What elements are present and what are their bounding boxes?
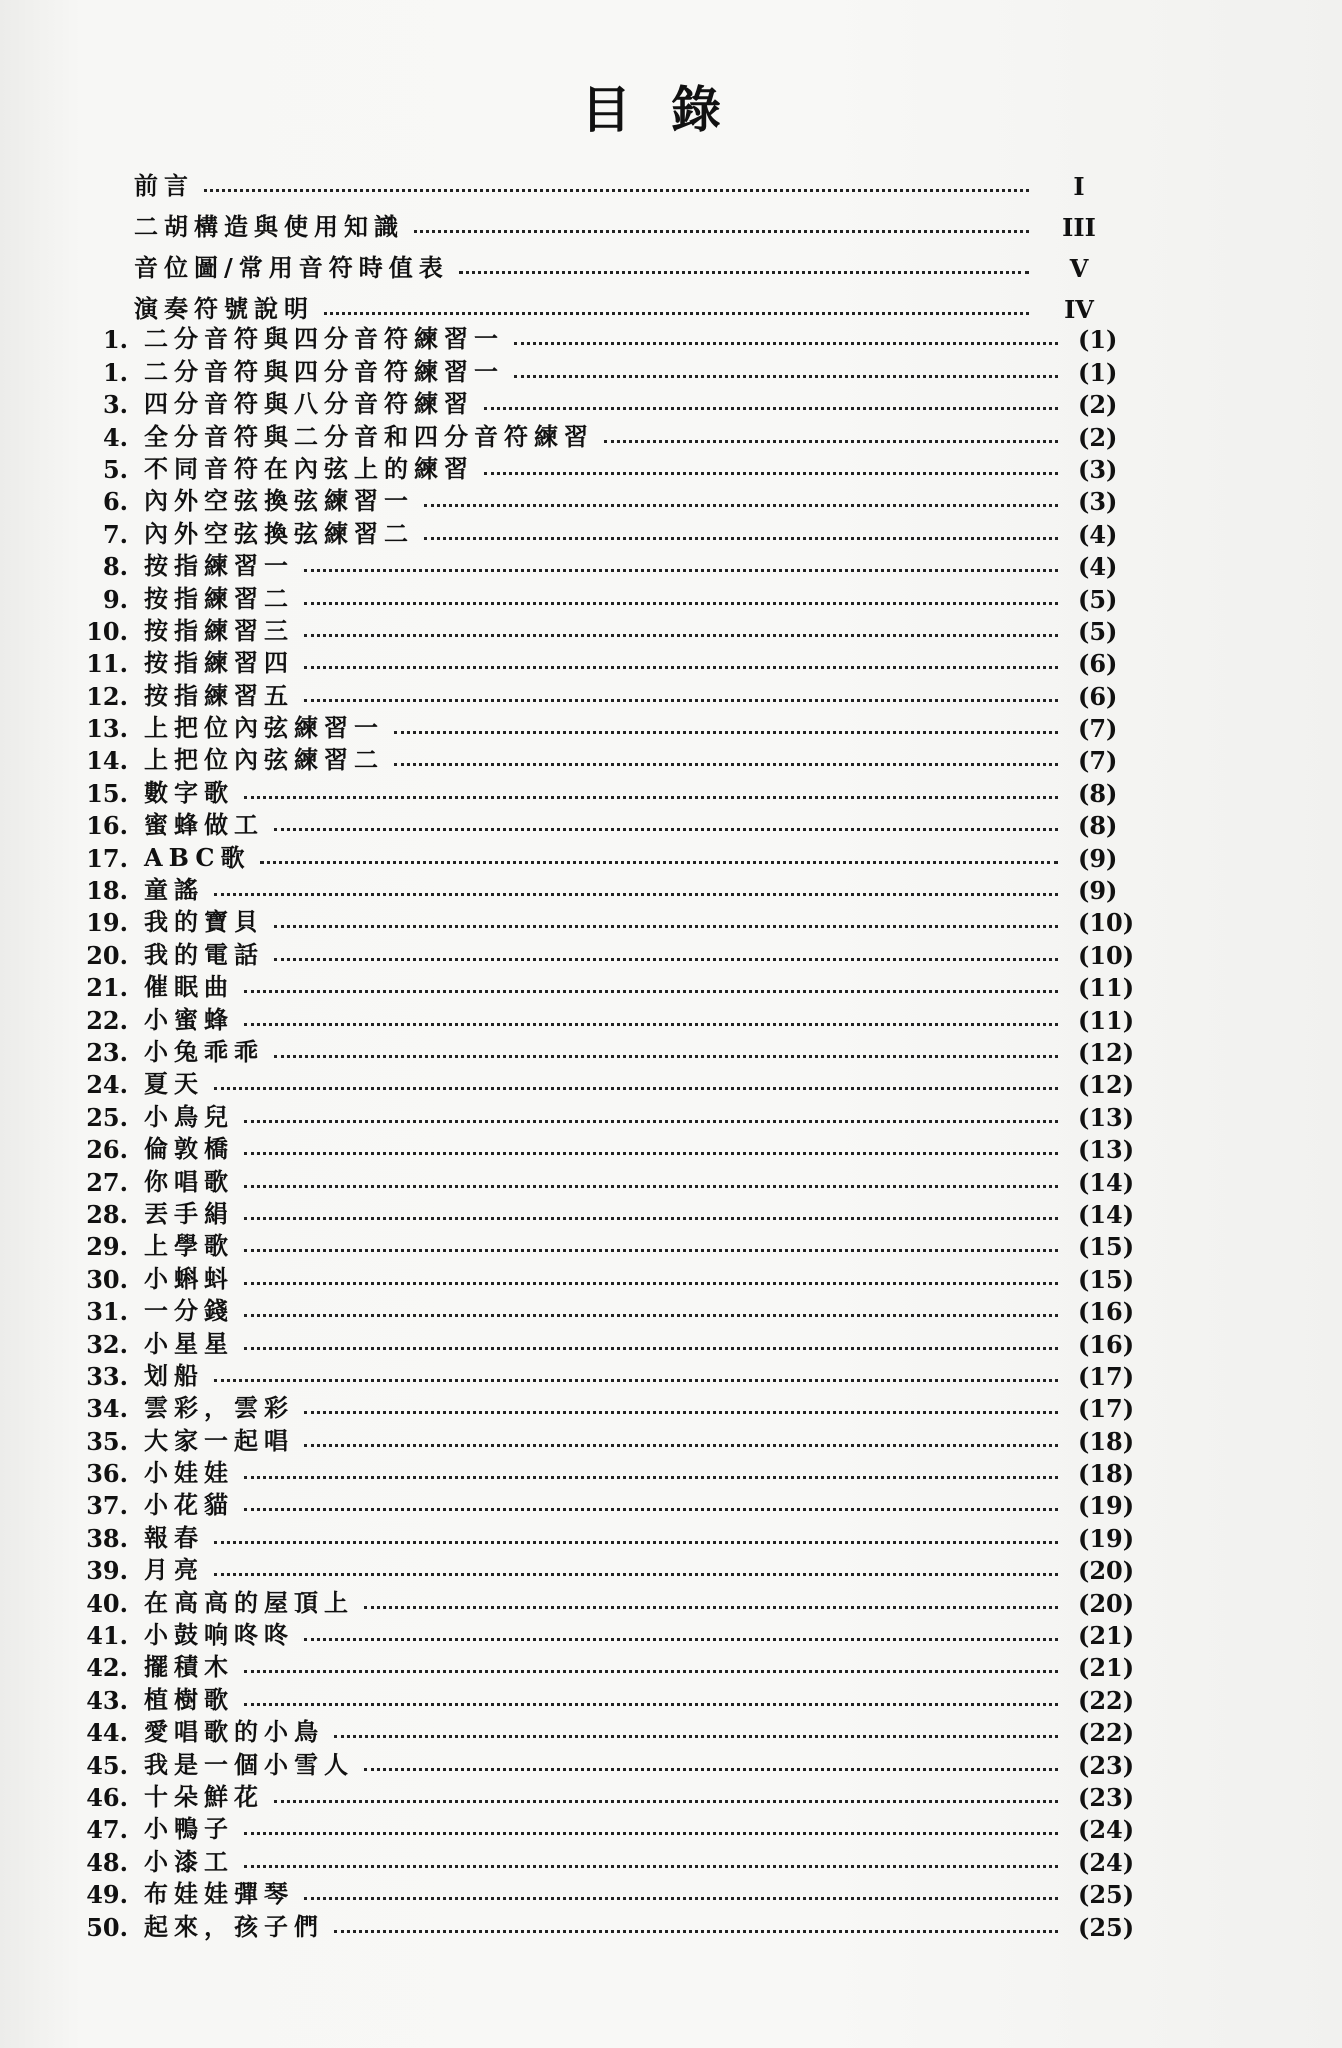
toc-entry: [48, 354, 1148, 386]
entry-page: (10): [1078, 908, 1135, 938]
entry-page: (15): [1078, 1264, 1135, 1294]
dot-leader: [604, 440, 1058, 443]
front-matter-list: [134, 160, 1109, 324]
entry-title: 十朵鮮花: [144, 1781, 264, 1811]
dot-leader: [214, 1541, 1058, 1544]
entry-page: (23): [1078, 1782, 1135, 1812]
dot-leader: [244, 1314, 1058, 1317]
entry-title: 擺積木: [144, 1652, 234, 1682]
entry-page: (3): [1078, 454, 1118, 484]
front-matter-item: [134, 242, 1109, 283]
entry-title: 按指練習五: [144, 680, 294, 710]
dot-leader: [244, 1023, 1058, 1026]
entry-page: (17): [1078, 1361, 1135, 1391]
entry-number: 35.: [86, 1426, 128, 1456]
entry-number: 49.: [86, 1880, 128, 1910]
dot-leader: [244, 1347, 1058, 1350]
entry-number: 21.: [86, 973, 128, 1003]
toc-entry: [48, 614, 1148, 646]
dot-leader: [484, 472, 1058, 475]
entry-number: 18.: [86, 876, 128, 906]
page-title: 目錄: [581, 80, 761, 139]
dot-leader: [304, 1411, 1058, 1414]
entry-number: 30.: [86, 1264, 128, 1294]
entry-title: 雲彩，雲彩: [144, 1393, 294, 1423]
toc-entry: [48, 452, 1148, 484]
toc-entry: [48, 1099, 1148, 1131]
dot-leader: [334, 1735, 1058, 1738]
entry-number: 20.: [86, 940, 128, 970]
toc-entry: [48, 1294, 1148, 1326]
entry-page: (14): [1078, 1199, 1135, 1229]
toc-entry: [48, 1553, 1148, 1585]
entry-page: (19): [1078, 1523, 1135, 1553]
dot-leader: [274, 925, 1058, 928]
front-matter-label: 音位圖/常用音符時值表: [134, 253, 449, 282]
dot-leader: [304, 1638, 1058, 1641]
entry-number: 37.: [86, 1491, 128, 1521]
dot-leader: [244, 1217, 1058, 1220]
entry-page: (8): [1078, 811, 1118, 841]
entry-page: (12): [1078, 1037, 1135, 1067]
dot-leader: [304, 634, 1058, 637]
dot-leader: [214, 1087, 1058, 1090]
entry-number: 10.: [86, 616, 128, 646]
entry-title: 內外空弦換弦練習一: [144, 486, 414, 516]
entry-page: (7): [1078, 714, 1118, 744]
entry-title: 不同音符在內弦上的練習: [144, 453, 474, 483]
entry-title: 四分音符與八分音符練習: [144, 389, 474, 419]
entry-number: 44.: [86, 1718, 128, 1748]
entry-page: (17): [1078, 1394, 1135, 1424]
front-matter-label: 二胡構造與使用知識: [134, 212, 404, 241]
entry-title: 二分音符與四分音符練習一: [144, 356, 504, 386]
entry-page: (25): [1078, 1880, 1135, 1910]
entry-number: 13.: [86, 714, 128, 744]
entry-title: 你唱歌: [144, 1166, 234, 1196]
entry-title: 催眠曲: [144, 972, 234, 1002]
dot-leader: [244, 1120, 1058, 1123]
front-matter-page: IV: [1064, 295, 1094, 324]
toc-entry: [48, 1391, 1148, 1423]
toc-entry: [48, 1197, 1148, 1229]
entry-page: (15): [1078, 1232, 1135, 1262]
entry-title: 一分錢: [144, 1296, 234, 1326]
entry-page: (13): [1078, 1102, 1135, 1132]
dot-leader: [244, 1476, 1058, 1479]
dot-leader: [304, 699, 1058, 702]
entry-title: 小星星: [144, 1328, 234, 1358]
dot-leader: [424, 537, 1058, 540]
dot-leader: [304, 602, 1058, 605]
dot-leader: [364, 1768, 1058, 1771]
entry-title: 丟手絹: [144, 1198, 234, 1228]
entry-title: 上把位內弦練習一: [144, 713, 384, 743]
entry-page: (1): [1078, 325, 1118, 355]
dot-leader: [214, 1573, 1058, 1576]
entry-page: (1): [1078, 357, 1118, 387]
toc-entry: [48, 808, 1148, 840]
toc-entry: [48, 678, 1148, 710]
entry-title: 我是一個小雪人: [144, 1749, 354, 1779]
toc-entry: [48, 1067, 1148, 1099]
entry-page: (6): [1078, 681, 1118, 711]
entry-page: (21): [1078, 1621, 1135, 1651]
toc-entry: [48, 419, 1148, 451]
entry-page: (3): [1078, 487, 1118, 517]
toc-entry: [48, 1877, 1148, 1909]
entry-number: 11.: [86, 649, 128, 679]
toc-entry: [48, 581, 1148, 613]
entry-title: 小蜜蜂: [144, 1004, 234, 1034]
toc-entry: [48, 1035, 1148, 1067]
entry-title: 童謠: [144, 875, 204, 905]
entry-number: 15.: [86, 778, 128, 808]
entry-title: 小娃娃: [144, 1458, 234, 1488]
toc-entry: [48, 387, 1148, 419]
entry-page: (6): [1078, 649, 1118, 679]
front-matter-page: I: [1073, 172, 1085, 201]
entry-number: 41.: [86, 1621, 128, 1651]
toc-entry: [48, 1261, 1148, 1293]
front-matter-label: 演奏符號說明: [134, 294, 314, 323]
dot-leader: [364, 1606, 1058, 1609]
toc-entry: [48, 970, 1148, 1002]
toc-entry: [48, 646, 1148, 678]
entry-number: 38.: [86, 1523, 128, 1553]
entry-title: 按指練習三: [144, 615, 294, 645]
toc-entry: [48, 1132, 1148, 1164]
entry-number: 26.: [86, 1135, 128, 1165]
entry-page: (11): [1078, 973, 1135, 1003]
entry-page: (13): [1078, 1135, 1135, 1165]
front-matter-page: V: [1069, 254, 1089, 283]
entry-number: 1.: [102, 325, 128, 355]
entry-page: (7): [1078, 746, 1118, 776]
entry-title: 上學歌: [144, 1231, 234, 1261]
entry-page: (18): [1078, 1459, 1135, 1489]
entry-page: (2): [1078, 422, 1118, 452]
entry-number: 22.: [86, 1005, 128, 1035]
entry-page: (8): [1078, 778, 1118, 808]
entry-title: 起來，孩子們: [144, 1911, 324, 1941]
dot-leader: [324, 312, 1029, 315]
entry-number: 45.: [86, 1750, 128, 1780]
entry-title: 月亮: [144, 1555, 204, 1585]
entry-number: 48.: [86, 1847, 128, 1877]
entry-number: 19.: [86, 908, 128, 938]
entry-page: (19): [1078, 1491, 1135, 1521]
entry-title: 蜜蜂做工: [144, 810, 264, 840]
dot-leader: [394, 731, 1058, 734]
toc-entry: [48, 1423, 1148, 1455]
dot-leader: [204, 189, 1029, 192]
entry-number: 3.: [102, 390, 128, 420]
entry-number: 12.: [86, 681, 128, 711]
entry-number: 27.: [86, 1167, 128, 1197]
toc-entry: [48, 1326, 1148, 1358]
entry-number: 4.: [102, 422, 128, 452]
dot-leader: [304, 569, 1058, 572]
dot-leader: [244, 1865, 1058, 1868]
entry-title: 小鳥兒: [144, 1101, 234, 1131]
entry-title: 按指練習四: [144, 648, 294, 678]
entry-number: 42.: [86, 1653, 128, 1683]
front-matter-item: [134, 201, 1109, 242]
entry-number: 9.: [102, 584, 128, 614]
dot-leader: [274, 1055, 1058, 1058]
entry-title: 植樹歌: [144, 1684, 234, 1714]
dot-leader: [334, 1930, 1058, 1933]
toc-entry: [48, 516, 1148, 548]
dot-leader: [394, 763, 1058, 766]
entry-title: 我的寶貝: [144, 907, 264, 937]
entry-title: 我的電話: [144, 939, 264, 969]
dot-leader: [214, 893, 1058, 896]
entry-title: 在高高的屋頂上: [144, 1587, 354, 1617]
toc-entry: [48, 840, 1148, 872]
entry-page: (5): [1078, 584, 1118, 614]
toc-entry: [48, 1682, 1148, 1714]
entry-page: (20): [1078, 1588, 1135, 1618]
entry-title: 划船: [144, 1360, 204, 1390]
entry-number: 36.: [86, 1459, 128, 1489]
entry-title: 夏天: [144, 1069, 204, 1099]
dot-leader: [260, 861, 1058, 864]
dot-leader: [244, 1152, 1058, 1155]
dot-leader: [244, 796, 1058, 799]
entry-number: 29.: [86, 1232, 128, 1262]
entry-title: 小花貓: [144, 1490, 234, 1520]
entry-title: 小鴨子: [144, 1814, 234, 1844]
toc-entry: [48, 1844, 1148, 1876]
toc-entry: [48, 937, 1148, 969]
entry-number: 24.: [86, 1070, 128, 1100]
toc-entry: [48, 905, 1148, 937]
entry-title: ABC歌: [144, 842, 251, 872]
dot-leader: [424, 504, 1058, 507]
entry-title: 內外空弦換弦練習二: [144, 518, 414, 548]
front-matter-item: [134, 160, 1109, 201]
toc-entry: [48, 743, 1148, 775]
entry-number: 32.: [86, 1329, 128, 1359]
dot-leader: [274, 828, 1058, 831]
toc-entry: [48, 1812, 1148, 1844]
dot-leader: [214, 1379, 1058, 1382]
dot-leader: [274, 958, 1058, 961]
entry-page: (23): [1078, 1750, 1135, 1780]
dot-leader: [244, 1185, 1058, 1188]
toc-entry: [48, 322, 1148, 354]
entry-title: 按指練習一: [144, 551, 294, 581]
toc-entry: [48, 1229, 1148, 1261]
dot-leader: [244, 990, 1058, 993]
front-matter-label: 前言: [134, 171, 194, 200]
entry-number: 14.: [86, 746, 128, 776]
entry-title: 倫敦橋: [144, 1134, 234, 1164]
entry-number: 25.: [86, 1102, 128, 1132]
entry-number: 1.: [102, 357, 128, 387]
entry-page: (16): [1078, 1297, 1135, 1327]
entry-page: (24): [1078, 1815, 1135, 1845]
entry-number: 31.: [86, 1297, 128, 1327]
entry-title: 上把位內弦練習二: [144, 745, 384, 775]
entry-title: 報春: [144, 1522, 204, 1552]
entry-number: 8.: [102, 552, 128, 582]
dot-leader: [459, 271, 1029, 274]
entry-page: (18): [1078, 1426, 1135, 1456]
toc-entry: [48, 1359, 1148, 1391]
entry-page: (2): [1078, 390, 1118, 420]
toc-entry-list: [48, 322, 1148, 1942]
entry-page: (24): [1078, 1847, 1135, 1877]
entry-number: 40.: [86, 1588, 128, 1618]
entry-page: (20): [1078, 1556, 1135, 1586]
dot-leader: [244, 1282, 1058, 1285]
entry-number: 34.: [86, 1394, 128, 1424]
entry-page: (14): [1078, 1167, 1135, 1197]
entry-number: 43.: [86, 1685, 128, 1715]
entry-number: 5.: [102, 454, 128, 484]
toc-entry: [48, 549, 1148, 581]
dot-leader: [244, 1703, 1058, 1706]
entry-number: 28.: [86, 1199, 128, 1229]
dot-leader: [244, 1249, 1058, 1252]
entry-page: (11): [1078, 1005, 1135, 1035]
entry-number: 7.: [102, 519, 128, 549]
dot-leader: [304, 1897, 1058, 1900]
toc-entry: [48, 1520, 1148, 1552]
entry-page: (16): [1078, 1329, 1135, 1359]
entry-page: (12): [1078, 1070, 1135, 1100]
entry-number: 50.: [86, 1912, 128, 1942]
entry-title: 愛唱歌的小鳥: [144, 1717, 324, 1747]
entry-page: (4): [1078, 552, 1118, 582]
entry-title: 小漆工: [144, 1846, 234, 1876]
toc-entry: [48, 1456, 1148, 1488]
dot-leader: [514, 375, 1058, 378]
toc-entry: [48, 1909, 1148, 1941]
entry-title: 全分音符與二分音和四分音符練習: [144, 421, 594, 451]
entry-page: (22): [1078, 1718, 1135, 1748]
entry-title: 按指練習二: [144, 583, 294, 613]
toc-entry: [48, 1747, 1148, 1779]
entry-title: 二分音符與四分音符練習一: [144, 324, 504, 354]
entry-page: (25): [1078, 1912, 1135, 1942]
entry-page: (21): [1078, 1653, 1135, 1683]
toc-entry: [48, 711, 1148, 743]
dot-leader: [514, 342, 1058, 345]
toc-entry: [48, 1488, 1148, 1520]
entry-page: (10): [1078, 940, 1135, 970]
entry-number: 6.: [102, 487, 128, 517]
dot-leader: [304, 666, 1058, 669]
entry-page: (4): [1078, 519, 1118, 549]
entry-number: 46.: [86, 1782, 128, 1812]
entry-number: 23.: [86, 1037, 128, 1067]
front-matter-page: III: [1062, 213, 1096, 242]
dot-leader: [274, 1800, 1058, 1803]
entry-page: (5): [1078, 616, 1118, 646]
toc-entry: [48, 1164, 1148, 1196]
toc-entry: [48, 1585, 1148, 1617]
entry-number: 17.: [86, 843, 128, 873]
entry-number: 39.: [86, 1556, 128, 1586]
entry-title: 小兔乖乖: [144, 1036, 264, 1066]
entry-title: 數字歌: [144, 777, 234, 807]
toc-entry: [48, 873, 1148, 905]
entry-page: (22): [1078, 1685, 1135, 1715]
dot-leader: [244, 1670, 1058, 1673]
dot-leader: [414, 230, 1029, 233]
entry-title: 小蝌蚪: [144, 1263, 234, 1293]
entry-number: 16.: [86, 811, 128, 841]
entry-page: (9): [1078, 843, 1118, 873]
entry-title: 大家一起唱: [144, 1425, 294, 1455]
dot-leader: [244, 1832, 1058, 1835]
toc-entry: [48, 484, 1148, 516]
dot-leader: [484, 407, 1058, 410]
entry-page: (9): [1078, 876, 1118, 906]
toc-entry: [48, 1715, 1148, 1747]
toc-entry: [48, 1780, 1148, 1812]
front-matter-item: [134, 283, 1109, 324]
entry-title: 小鼓响咚咚: [144, 1620, 294, 1650]
dot-leader: [244, 1508, 1058, 1511]
toc-entry: [48, 1618, 1148, 1650]
toc-entry: [48, 1650, 1148, 1682]
toc-entry: [48, 1002, 1148, 1034]
entry-number: 33.: [86, 1361, 128, 1391]
entry-number: 47.: [86, 1815, 128, 1845]
entry-title: 布娃娃彈琴: [144, 1879, 294, 1909]
toc-entry: [48, 775, 1148, 807]
dot-leader: [304, 1444, 1058, 1447]
